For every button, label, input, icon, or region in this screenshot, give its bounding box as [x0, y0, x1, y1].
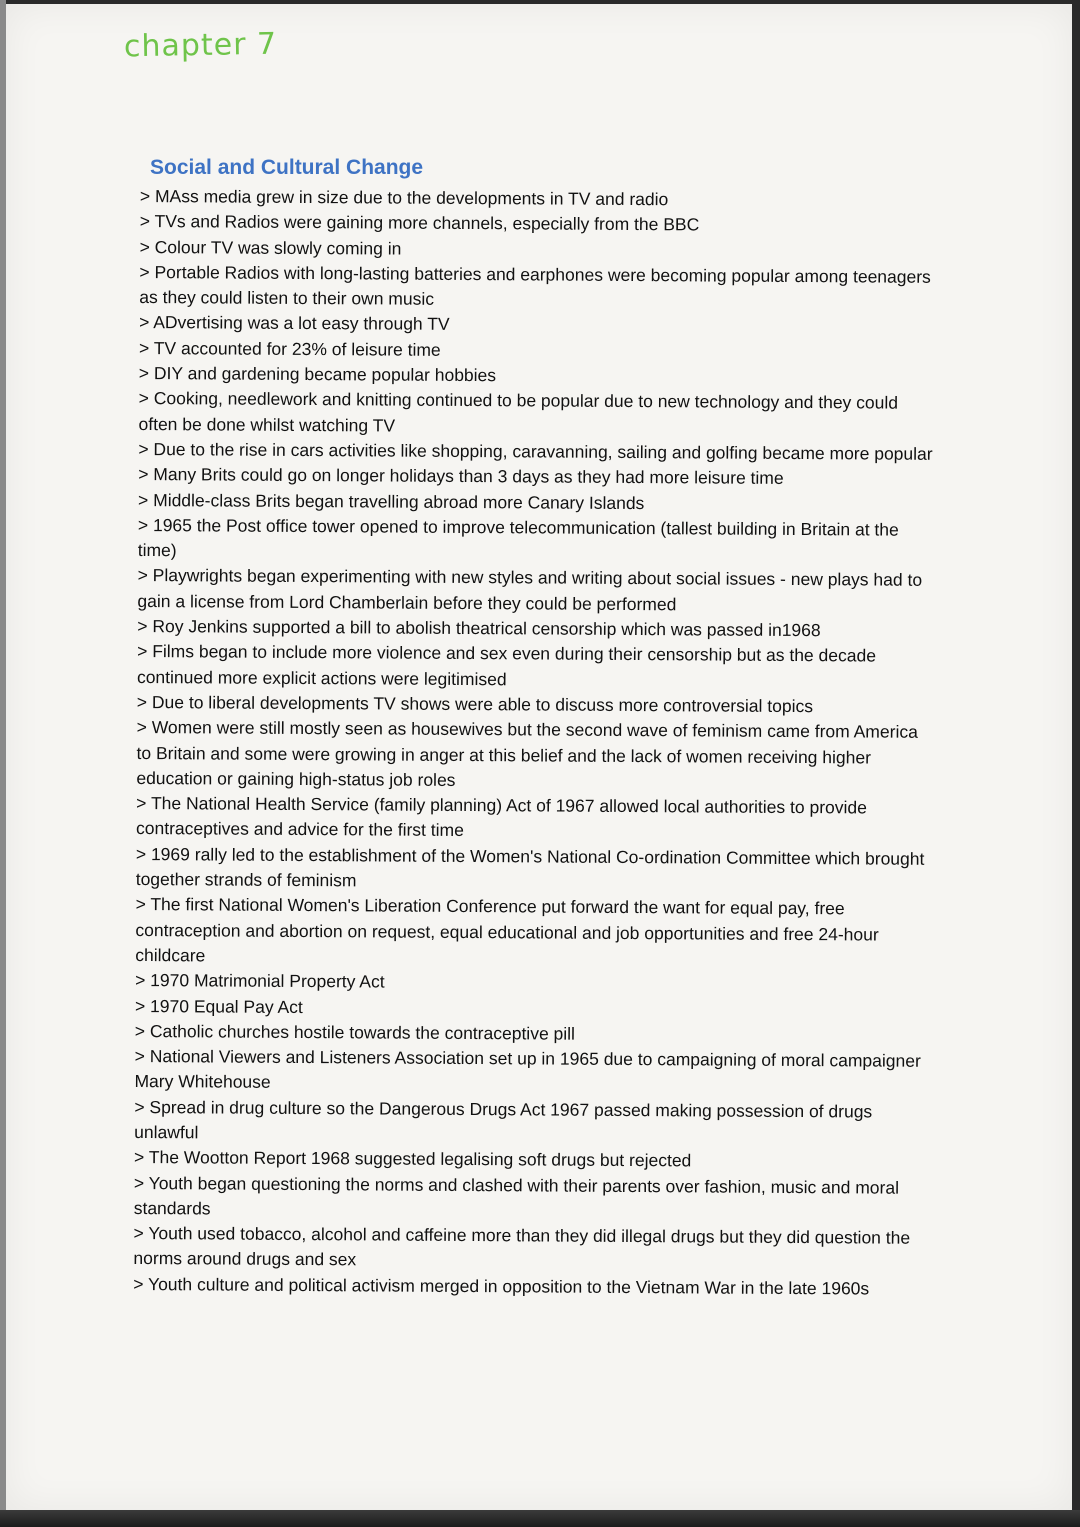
handwritten-title: chapter 7 [123, 26, 278, 65]
scan-bottom-edge [0, 1510, 1080, 1527]
list-item: > Due to the rise in cars activities like shopping, caravanning, sailing and golfing became more popular [138, 438, 933, 464]
list-item: > Catholic churches hostile towards the contraceptive pill [134, 1020, 576, 1044]
list-item: > 1970 Matrimonial Property Act [135, 970, 385, 992]
list-item: > National Viewers and Listeners Association set up in 1965 due to campaigning of moral campaigner Mary Whitehouse [134, 1046, 921, 1093]
list-item: > Youth began questioning the norms and clashed with their parents over fashion, music and moral standards [133, 1172, 900, 1219]
section-heading: Social and Cultural Change [150, 156, 424, 179]
list-item: > TV accounted for 23% of leisure time [138, 337, 441, 360]
list-item: > Cooking, needlework and knitting continued to be popular due to new technology and they could often be done whilst watching TV [138, 388, 899, 436]
list-item: > Playwrights began experimenting with new styles and writing about social issues - new plays had to gain a license from Lord Chamberlain before they could be performed [137, 565, 923, 615]
list-item: > ADvertising was a lot easy through TV [139, 312, 450, 335]
list-item: > Colour TV was slowly coming in [139, 236, 402, 259]
list-item: > 1970 Equal Pay Act [134, 995, 303, 1017]
list-item: > The first National Women's Liberation Conference put forward the want for equal pay, free contraception and abortion on request, equal educational and job opportunities and free 24-hour childcare [135, 894, 879, 966]
list-item: > The National Health Service (family planning) Act of 1967 allowed local authorities to provide contraceptives and advice for the first time [136, 793, 867, 841]
list-item: > MAss media grew in size due to the developments in TV and radio [139, 185, 669, 210]
list-item: > 1969 rally led to the establishment of the Women's National Co-ordination Committee which brought together strands of feminism [135, 843, 925, 891]
list-item: > The Wootton Report 1968 suggested legalising soft drugs but rejected [133, 1147, 692, 1171]
list-item: > 1965 the Post office tower opened to improve telecommunication (tallest building in Britain at the time) [137, 514, 899, 561]
list-item: > Women were still mostly seen as housewives but the second wave of feminism came from America to Britain and some were growing in anger at this belief and the lack of women receiving higher education or gaining high-status job roles [136, 717, 918, 790]
list-item: > Spread in drug culture so the Dangerous Drugs Act 1967 passed making possession of drugs unlawful [134, 1096, 873, 1143]
list-item: > Roy Jenkins supported a bill to abolish theatrical censorship which was passed in1968 [137, 616, 821, 641]
list-item: > Films began to include more violence and sex even during their censorship but as the decade continued more explicit actions were legitimised [136, 641, 877, 689]
bullet-list [133, 184, 940, 1302]
list-item: > Portable Radios with long-lasting batteries and earphones were becoming popular among teenagers as they could listen to their own music [139, 261, 931, 309]
document-page [6, 4, 1072, 1510]
list-item: > Many Brits could go on longer holidays than 3 days as they had more leisure time [138, 464, 784, 489]
list-item: > Youth culture and political activism merged in opposition to the Vietnam War in the late 1960s [133, 1273, 870, 1299]
list-item: > TVs and Radios were gaining more channels, especially from the BBC [139, 211, 700, 235]
list-item: > Middle-class Brits began travelling abroad more Canary Islands [138, 489, 645, 513]
list-item: > Due to liberal developments TV shows were able to discuss more controversial topics [136, 691, 814, 717]
list-item: > Youth used tobacco, alcohol and caffeine more than they did illegal drugs but they did question the norms around drugs and sex [133, 1223, 911, 1270]
list-item: > DIY and gardening became popular hobbies [138, 363, 497, 386]
